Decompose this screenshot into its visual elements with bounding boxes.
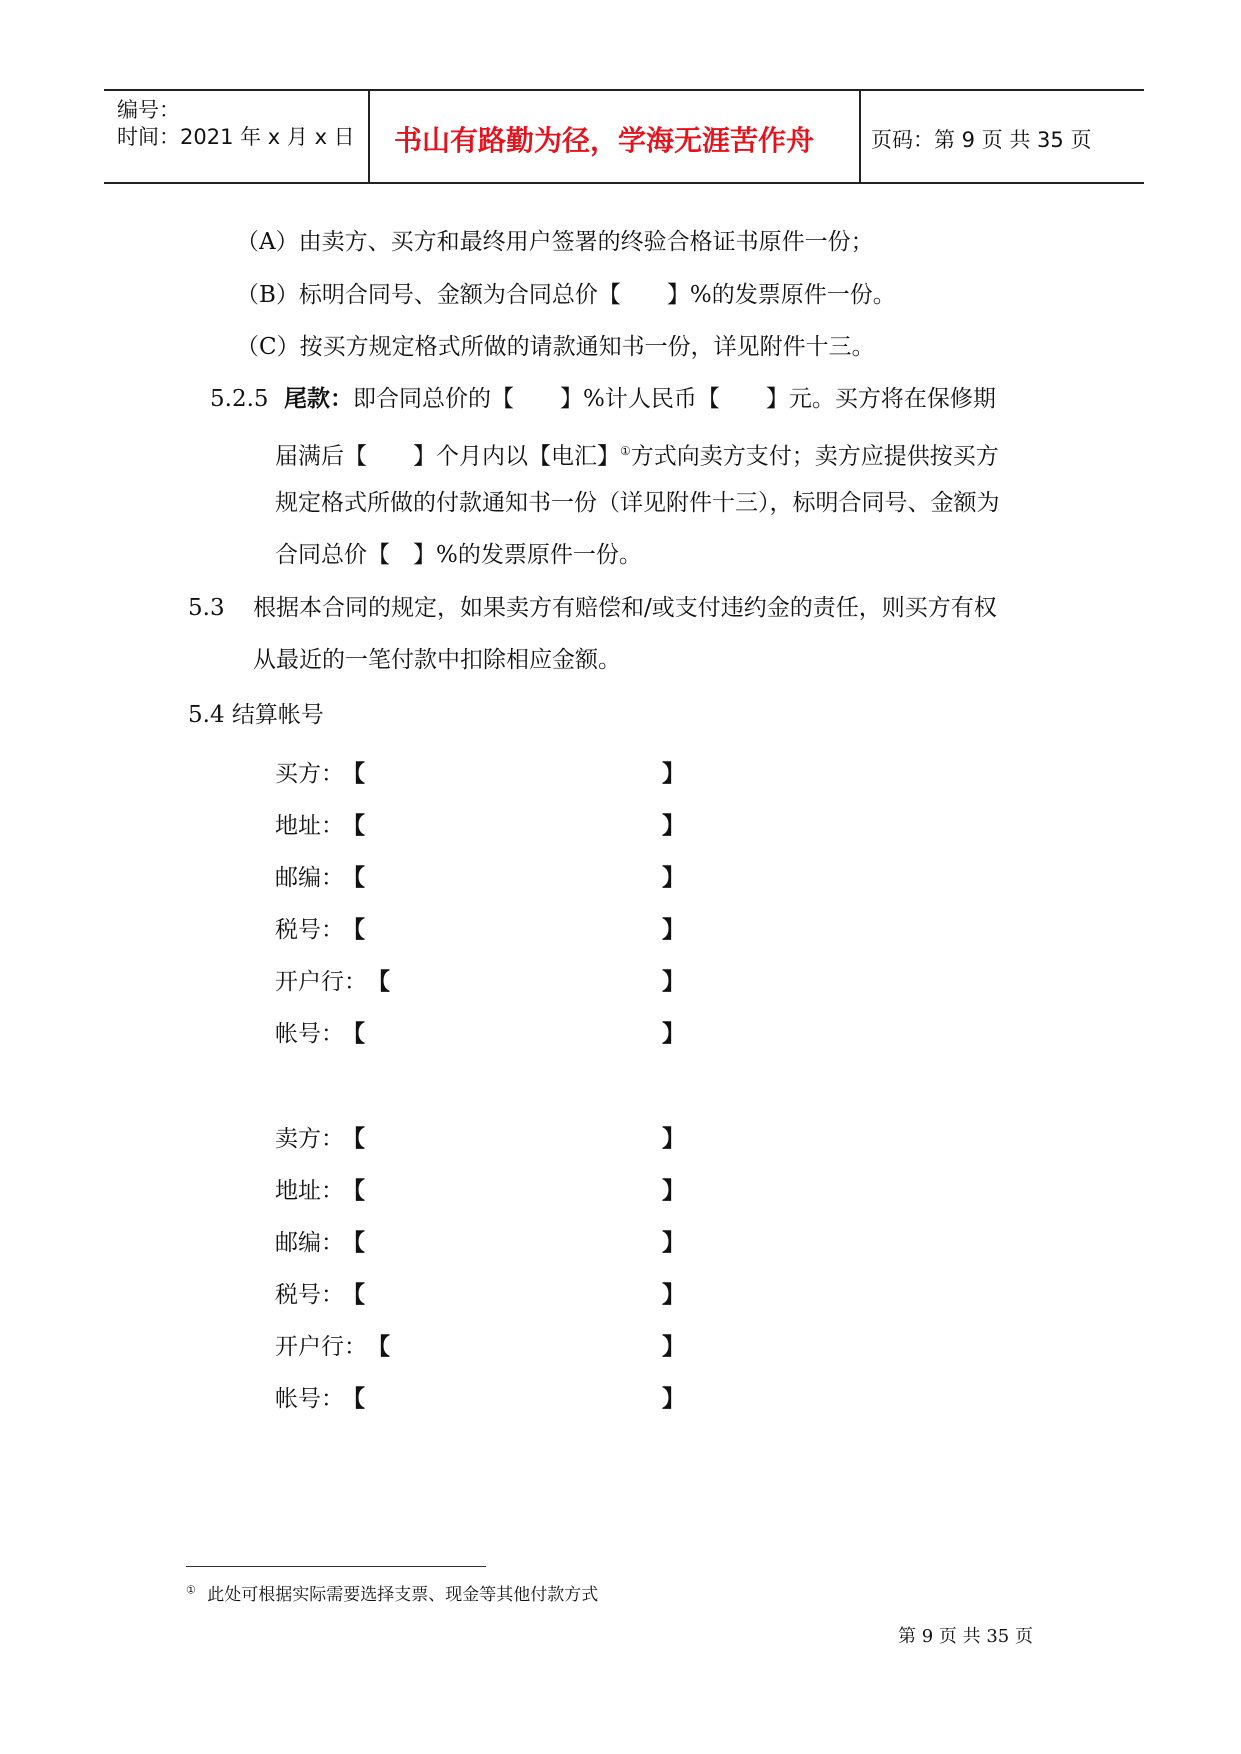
buyer-tax-no-open-bracket: 【	[342, 916, 365, 943]
seller-party-label: 卖方：	[275, 1126, 344, 1152]
buyer-postcode-label: 邮编：	[275, 865, 344, 891]
footnote-mark: ①	[186, 1583, 196, 1597]
section-5-3-line2: 从最近的一笔付款中扣除相应金额。	[253, 647, 621, 673]
seller-address-open-bracket: 【	[342, 1177, 365, 1204]
seller-tax-no-open-bracket: 【	[342, 1281, 365, 1308]
seller-account-close-bracket: 】	[662, 1385, 685, 1412]
buyer-tax-no-close-bracket: 】	[662, 916, 685, 943]
seller-account-open-bracket: 【	[342, 1385, 365, 1412]
section-5-2-5-line2	[275, 437, 999, 471]
seller-postcode-open-bracket: 【	[342, 1229, 365, 1256]
header-divider-left	[368, 89, 370, 183]
header-time-label: 时间：2021 年 x 月 x 日	[117, 125, 355, 149]
seller-bank-label: 开户行：	[275, 1334, 367, 1360]
header-top-rule	[104, 89, 1144, 91]
header-page-label: 页码：第 9 页 共 35 页	[871, 128, 1092, 152]
header-number-label: 编号：	[117, 98, 180, 122]
buyer-account-open-bracket: 【	[342, 1020, 365, 1047]
item-a: （A）由卖方、买方和最终用户签署的终验合格证书原件一份；	[236, 229, 874, 255]
seller-address-label: 地址：	[275, 1178, 344, 1204]
buyer-account-close-bracket: 】	[662, 1020, 685, 1047]
footnote-ref-mark[interactable]: ①	[620, 444, 631, 458]
section-5-2-5-text2b: 方式向卖方支付；卖方应提供按买方	[630, 443, 999, 470]
buyer-bank-open-bracket: 【	[367, 968, 390, 995]
section-5-2-5-title: 尾款：	[284, 385, 353, 412]
section-5-2-5-text1: 即合同总价的【 】%计人民币【 】元。买方将在保修期	[353, 386, 996, 412]
section-5-2-5-line3: 规定格式所做的付款通知书一份（详见附件十三），标明合同号、金额为	[275, 490, 1000, 516]
seller-postcode-label: 邮编：	[275, 1230, 344, 1256]
footnote-separator	[186, 1566, 486, 1567]
seller-bank-close-bracket: 】	[662, 1333, 685, 1360]
section-5-2-5-number: 5.2.5	[210, 386, 269, 412]
seller-party-close-bracket: 】	[662, 1125, 685, 1152]
buyer-party-close-bracket: 】	[662, 760, 685, 787]
seller-tax-no-close-bracket: 】	[662, 1281, 685, 1308]
seller-bank-open-bracket: 【	[367, 1333, 390, 1360]
item-b: （B）标明合同号、金额为合同总价【 】%的发票原件一份。	[236, 282, 896, 308]
seller-tax-no-label: 税号：	[275, 1282, 344, 1308]
buyer-postcode-open-bracket: 【	[342, 864, 365, 891]
header-motto: 书山有路勤为径，学海无涯苦作舟	[394, 124, 815, 157]
section-5-2-5-line1	[284, 385, 996, 413]
section-5-4-title: 5.4 结算帐号	[188, 702, 324, 728]
seller-postcode-close-bracket: 】	[662, 1229, 685, 1256]
header-bottom-rule	[104, 182, 1144, 184]
section-5-3-number: 5.3	[188, 595, 225, 621]
buyer-address-close-bracket: 】	[662, 812, 685, 839]
seller-address-close-bracket: 】	[662, 1177, 685, 1204]
section-5-2-5-text2a: 届满后【 】个月内以【电汇】	[275, 443, 620, 470]
buyer-address-open-bracket: 【	[342, 812, 365, 839]
buyer-bank-label: 开户行：	[275, 969, 367, 995]
seller-party-open-bracket: 【	[342, 1125, 365, 1152]
footnote	[186, 1580, 598, 1605]
item-c: （C）按买方规定格式所做的请款通知书一份，详见附件十三。	[236, 334, 875, 360]
buyer-bank-close-bracket: 】	[662, 968, 685, 995]
page-footer: 第 9 页 共 35 页	[898, 1626, 1033, 1647]
section-5-3-line1: 根据本合同的规定，如果卖方有赔偿和/或支付违约金的责任，则买方有权	[253, 595, 997, 621]
buyer-address-label: 地址：	[275, 813, 344, 839]
buyer-postcode-close-bracket: 】	[662, 864, 685, 891]
buyer-tax-no-label: 税号：	[275, 917, 344, 943]
buyer-party-open-bracket: 【	[342, 760, 365, 787]
seller-account-label: 帐号：	[275, 1386, 344, 1412]
header-divider-right	[859, 89, 861, 183]
footnote-text: 此处可根据实际需要选择支票、现金等其他付款方式	[207, 1585, 599, 1605]
section-5-2-5-line4: 合同总价【 】%的发票原件一份。	[275, 542, 642, 568]
buyer-account-label: 帐号：	[275, 1021, 344, 1047]
buyer-party-label: 买方：	[275, 761, 344, 787]
